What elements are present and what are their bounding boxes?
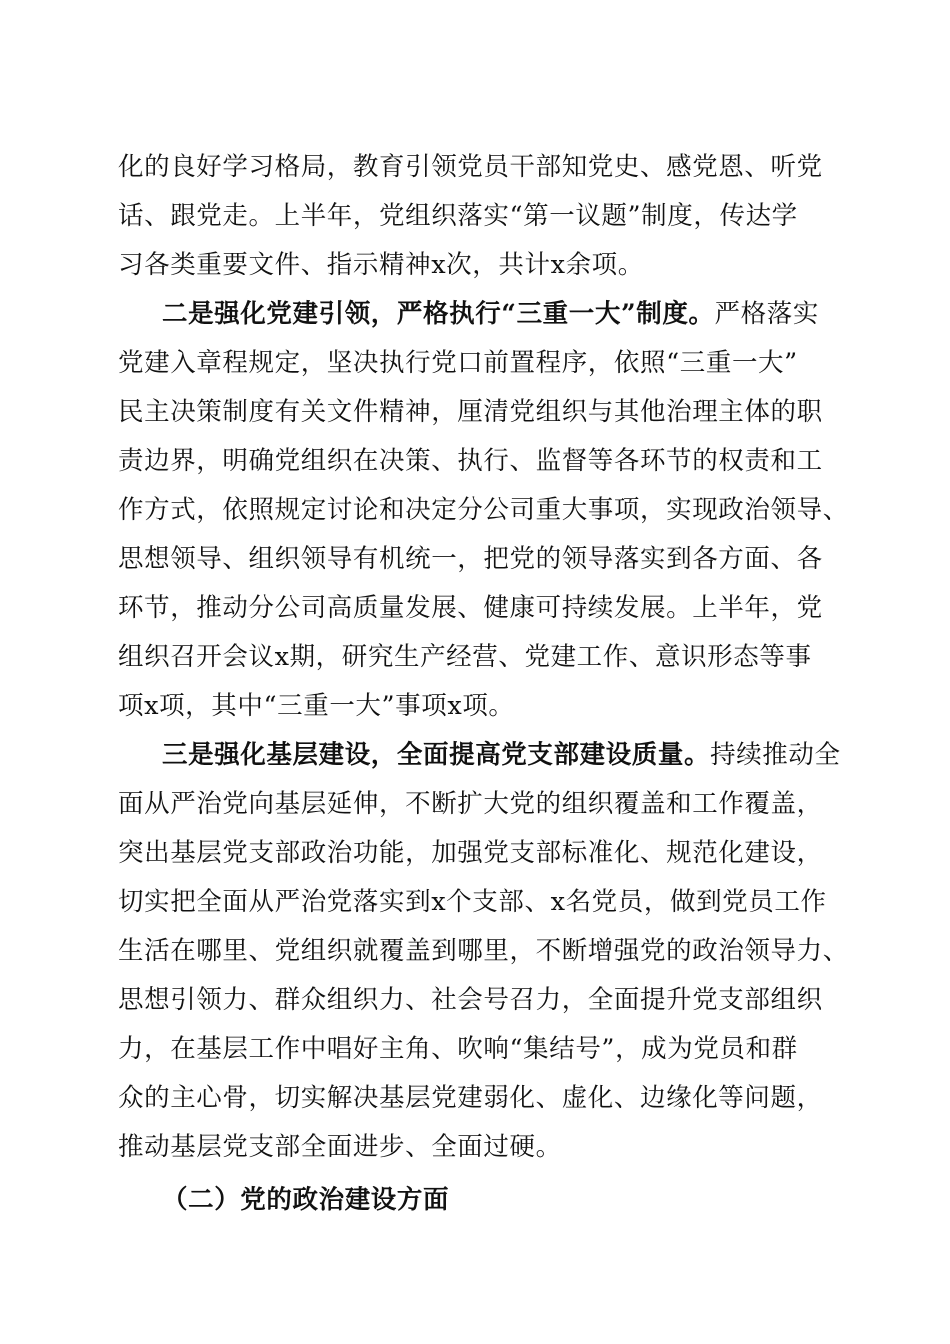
paragraph-3-line-3: 突出基层党支部政治功能，加强党支部标准化、规范化建设， (118, 838, 823, 868)
paragraph-2-first-line-rest: 严格落实 (714, 299, 819, 329)
paragraph-2-line-6: 思想领导、组织领导有机统一，把党的领导落实到各方面、各 (118, 544, 823, 574)
paragraph-3-line-2: 面从严治党向基层延伸，不断扩大党的组织覆盖和工作覆盖， (118, 789, 823, 819)
section-heading: （二）党的政治建设方面 (162, 1185, 450, 1215)
paragraph-3-line-9: 推动基层党支部全面进步、全面过硬。 (118, 1132, 562, 1162)
paragraph-2-line-2: 党建入章程规定，坚决执行党口前置程序，依照“三重一大” (118, 348, 798, 378)
paragraph-2-lead: 二是强化党建引领，严格执行“三重一大”制度。 (162, 299, 715, 329)
paragraph-3-line-7: 力，在基层工作中唱好主角、吹响“集结号”，成为党员和群 (118, 1034, 798, 1064)
paragraph-3-lead: 三是强化基层建设，全面提高党支部建设质量。 (162, 740, 711, 770)
paragraph-2-line-8: 组织召开会议x期，研究生产经营、党建工作、意识形态等事 (118, 642, 812, 672)
paragraph-2-line-3: 民主决策制度有关文件精神，厘清党组织与其他治理主体的职 (118, 397, 823, 427)
paragraph-2-line-5: 作方式，依照规定讨论和决定分公司重大事项，实现政治领导、 (118, 495, 849, 525)
paragraph-2-line-9: 项x项，其中“三重一大”事项x项。 (118, 691, 515, 721)
paragraph-3 (118, 731, 849, 1172)
paragraph-3-line-5: 生活在哪里、党组织就覆盖到哪里，不断增强党的政治领导力、 (118, 936, 849, 966)
paragraph-2-first-line (118, 290, 832, 339)
paragraph-3-line-8: 众的主心骨，切实解决基层党建弱化、虚化、边缘化等问题， (118, 1083, 823, 1113)
paragraph-1 (118, 143, 832, 290)
paragraph-3-first-line-rest: 持续推动全 (710, 740, 841, 770)
paragraph-2-line-4: 责边界，明确党组织在决策、执行、监督等各环节的权责和工 (118, 446, 823, 476)
paragraph-3-line-6: 思想引领力、群众组织力、社会号召力，全面提升党支部组织 (118, 985, 823, 1015)
paragraph-1-line-3: 习各类重要文件、指示精神x次，共计x余项。 (118, 250, 644, 280)
paragraph-3-first-line (118, 731, 841, 780)
paragraph-1-line-1: 化的良好学习格局，教育引领党员干部知党史、感党恩、听党 (118, 152, 823, 182)
document-body (118, 143, 849, 1225)
paragraph-2-line-7: 环节，推动分公司高质量发展、健康可持续发展。上半年，党 (118, 593, 823, 623)
paragraph-3-line-4: 切实把全面从严治党落实到x个支部、x名党员，做到党员工作 (118, 887, 827, 917)
paragraph-2 (118, 290, 849, 731)
paragraph-1-line-2: 话、跟党走。上半年，党组织落实“第一议题”制度，传达学 (118, 201, 798, 231)
